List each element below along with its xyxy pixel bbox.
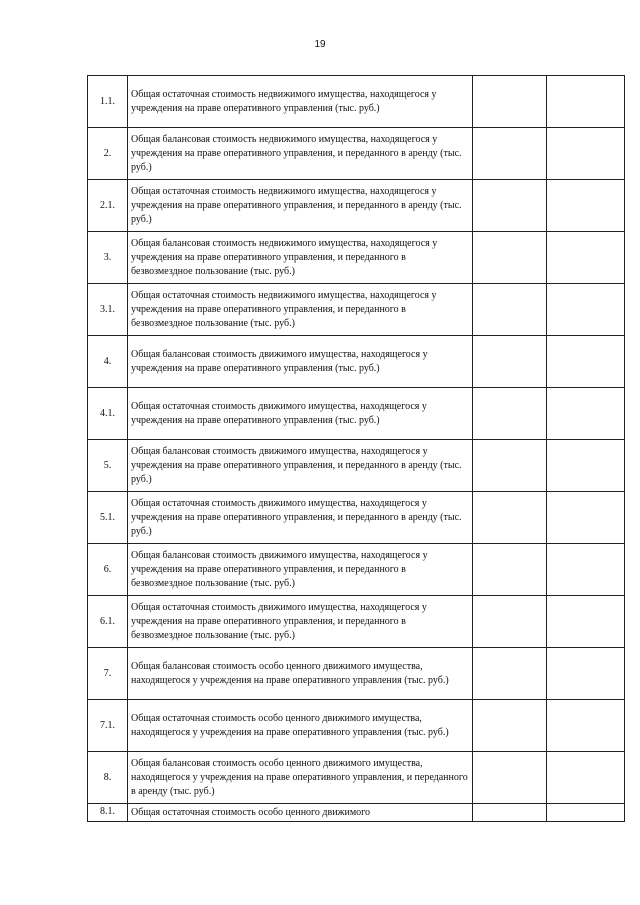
row-number: 3. [88,232,128,284]
row-number: 4. [88,336,128,388]
row-description: Общая остаточная стоимость недвижимого имущества, находящегося у учреждения на праве оперативного управления, и переданного в безвозмездное пользование (тыс. руб.) [128,284,473,336]
value-cell-2 [547,232,625,284]
row-description: Общая остаточная стоимость особо ценного движимого [128,804,473,822]
table-row [88,180,625,232]
value-cell-2 [547,804,625,822]
value-cell-1 [473,232,547,284]
row-number: 2. [88,128,128,180]
table-row [88,284,625,336]
row-number: 7.1. [88,700,128,752]
value-cell-2 [547,596,625,648]
row-description: Общая остаточная стоимость особо ценного движимого имущества, находящегося у учреждения на праве оперативного управления (тыс. руб.) [128,700,473,752]
value-cell-1 [473,804,547,822]
row-number: 7. [88,648,128,700]
value-cell-1 [473,76,547,128]
row-description: Общая балансовая стоимость движимого имущества, находящегося у учреждения на праве оперативного управления, и переданного в аренду (тыс. руб.) [128,440,473,492]
page-number: 19 [314,39,326,50]
table-row [88,648,625,700]
value-cell-1 [473,700,547,752]
row-number: 5. [88,440,128,492]
row-description: Общая остаточная стоимость недвижимого имущества, находящегося у учреждения на праве оперативного управления, и переданного в аренду (тыс. руб.) [128,180,473,232]
value-cell-2 [547,700,625,752]
value-cell-1 [473,128,547,180]
value-cell-2 [547,752,625,804]
table-row [88,544,625,596]
value-cell-2 [547,440,625,492]
table-row [88,440,625,492]
value-cell-1 [473,388,547,440]
value-cell-1 [473,596,547,648]
row-number: 3.1. [88,284,128,336]
value-cell-2 [547,492,625,544]
row-description: Общая балансовая стоимость недвижимого имущества, находящегося у учреждения на праве оперативного управления, и переданного в аренду (тыс. руб.) [128,128,473,180]
row-description: Общая остаточная стоимость движимого имущества, находящегося у учреждения на праве оперативного управления, и переданного в безвозмездное пользование (тыс. руб.) [128,596,473,648]
row-description: Общая балансовая стоимость недвижимого имущества, находящегося у учреждения на праве оперативного управления, и переданного в безвозмездное пользование (тыс. руб.) [128,232,473,284]
row-number: 8. [88,752,128,804]
value-cell-2 [547,128,625,180]
value-cell-2 [547,284,625,336]
row-number: 6. [88,544,128,596]
value-cell-1 [473,544,547,596]
table-row [88,336,625,388]
row-number: 6.1. [88,596,128,648]
row-description: Общая балансовая стоимость движимого имущества, находящегося у учреждения на праве оперативного управления, и переданного в безвозмездное пользование (тыс. руб.) [128,544,473,596]
table-row [88,128,625,180]
row-description: Общая остаточная стоимость недвижимого имущества, находящегося у учреждения на праве оперативного управления (тыс. руб.) [128,76,473,128]
table-row [88,752,625,804]
row-description: Общая балансовая стоимость особо ценного движимого имущества, находящегося у учреждения на праве оперативного управления, и переданного в аренду (тыс. руб.) [128,752,473,804]
property-value-table [87,75,625,822]
table-row [88,700,625,752]
value-cell-1 [473,492,547,544]
value-cell-1 [473,648,547,700]
value-cell-2 [547,544,625,596]
row-number: 4.1. [88,388,128,440]
value-cell-2 [547,648,625,700]
row-description: Общая балансовая стоимость движимого имущества, находящегося у учреждения на праве оперативного управления (тыс. руб.) [128,336,473,388]
value-cell-1 [473,752,547,804]
row-description: Общая остаточная стоимость движимого имущества, находящегося у учреждения на праве оперативного управления, и переданного в аренду (тыс. руб.) [128,492,473,544]
value-cell-1 [473,180,547,232]
row-description: Общая балансовая стоимость особо ценного движимого имущества, находящегося у учреждения на праве оперативного управления (тыс. руб.) [128,648,473,700]
table-row [88,804,625,822]
table-row [88,76,625,128]
value-cell-2 [547,76,625,128]
table-row [88,388,625,440]
row-number: 8.1. [88,804,128,822]
table-row [88,596,625,648]
value-cell-2 [547,180,625,232]
value-cell-1 [473,440,547,492]
value-cell-2 [547,336,625,388]
table-row [88,492,625,544]
value-cell-1 [473,336,547,388]
value-cell-1 [473,284,547,336]
row-number: 5.1. [88,492,128,544]
row-number: 1.1. [88,76,128,128]
table-row [88,232,625,284]
row-description: Общая остаточная стоимость движимого имущества, находящегося у учреждения на праве оперативного управления (тыс. руб.) [128,388,473,440]
value-cell-2 [547,388,625,440]
row-number: 2.1. [88,180,128,232]
